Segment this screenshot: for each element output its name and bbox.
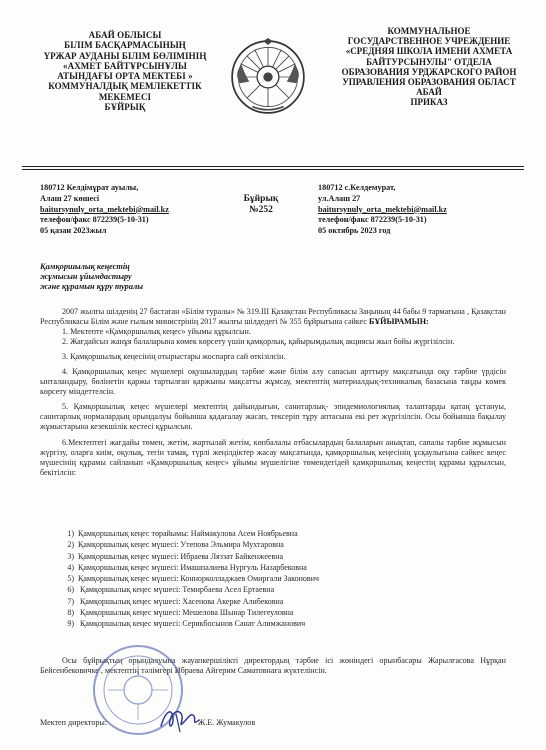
council-members-list	[58, 528, 319, 630]
signature-role: Мектеп директоры:	[40, 718, 108, 727]
member-text: Қамқоршылық кеңес мүшесі: Мешелова Шынар Тилегеуловна	[78, 608, 294, 618]
body-item: 6.Мектептегі жағдайы төмен, жетім, жартылай жетім, көпбалалы отбасылардың балаларын анықтап, сапалы тәрбие жұмысын жүргізу, оларға киім, оқулық, тегін тамақ, түрлі жеңілдіктер жасау мақсатында, қамқоршылық кеңесінің ұсқаулығына сәйкес кеңес мүшесінің құрамы сайланып «Қамқоршылық кеңес» ұйымы мүшелігіне төмендегідей қамқоршылық кеңестің құрамы құрылсын, бекітілсін:	[40, 437, 506, 477]
body-command: БҰЙЫРАМЫН:	[368, 317, 429, 327]
address-right-line2: ул.Алаш 27	[318, 193, 361, 203]
member-number: 5)	[67, 574, 74, 584]
body-item: 1. Мектепте «Қамқоршылық кеңес» уйымы құрылсын.	[62, 327, 251, 337]
header-left-line: «АХМЕТ БАЙТҰРСЫНҰЛЫ	[63, 60, 187, 71]
address-right-line1: 180712 с.Келдемурат,	[318, 183, 396, 192]
member-text: Қамқоршылық кеңес төрайымы: Наймакулова Асем Ноябрьевна	[78, 529, 298, 538]
member-text: Қамқоршылық кеңес мүшесі: Коннорколладжаев Омирғали Законович	[78, 574, 319, 584]
state-emblem-icon	[229, 38, 307, 116]
member-number: 8)	[67, 608, 74, 618]
member-row	[58, 539, 319, 550]
address-right	[318, 183, 447, 237]
order-number-block	[222, 194, 300, 216]
body-item: 5. Қамқоршылық кеңес мүшелері мектептің дайындығын, санитарлық- эпидемиологиялық талаптарды қатаң ұстануы, санитарлық нормалардың орындалуы бойынша қадағалау жасап, тексеріп тұру аптасына екі рет жүргізілсін. Осы бойынша бақылау жұмыстарына кезекшілік кестесі құрылсын.	[40, 402, 506, 432]
handwritten-signature-icon	[158, 704, 202, 734]
header-left-line: КОММУНАЛДЫҚ МЕМЛЕКЕТТІК	[48, 81, 202, 92]
member-row	[58, 573, 319, 584]
header-right-line: ОБРАЗОВАНИЯ УРДЖАРСКОГО РАЙОН	[341, 66, 517, 77]
member-row	[58, 584, 319, 595]
header-right-title: ПРИКАЗ	[410, 97, 448, 108]
body-item: 2. Жағдайсыз жанұя балаларына көмек көрсету үшін қамқорлық, қайырымдылық акциясы жыл бойы жүргізілсін.	[62, 337, 455, 347]
member-row	[58, 528, 319, 539]
address-left-line2: Алаш 27 көшесі	[40, 193, 100, 203]
subject-line: Қамқоршылық кеңестің	[40, 262, 130, 271]
closing-text: Осы бұйрықтың орындалуына жауапкершілікті директордың тәрбие ісі жөніндегі орынбасары Жарылғасова Нұрқан Бейсенбековичке , мектептің тәлімгері Ибраева Айгерим Саматовнаға жүктелінсін.	[40, 656, 506, 676]
member-number: 3)	[67, 551, 74, 561]
member-text: Қамқоршылық кеңес мүшесі: Серикбосынов Санат Алимжанович	[78, 619, 306, 629]
order-label: Бұйрық	[243, 194, 279, 204]
header-left-line: ҮРЖАР АУДАНЫ БІЛІМ БӨЛІМІНІҢ	[43, 50, 207, 61]
address-left-date: 05 қазан 2023жыл	[40, 226, 107, 236]
header-right-line: АБАЙ	[416, 87, 442, 98]
address-right-email[interactable]: baitursynuly_orta_mektebi@mail.kz	[318, 204, 447, 214]
member-number: 2)	[67, 540, 74, 550]
member-text: Қамқоршылық кеңес мүшесі: Хасенова Акерке Алибековна	[78, 596, 284, 606]
header-left-line: АТЫНДАҒЫ ОРТА МЕКТЕБІ »	[57, 71, 193, 82]
member-number: 9)	[67, 619, 74, 629]
order-subject	[40, 262, 143, 293]
subject-line: жұмысын ұйымдастыру	[40, 272, 132, 282]
member-number: 7)	[67, 596, 74, 606]
subject-line: және құрамын құру туралы	[40, 282, 143, 292]
body-intro-text: 2007 жылғы шілденің 27 бастаған «Білім туралы» № 319.III Қазақстан Республикасы Заңының 44 бабы 9 тармағына , Қазақстан Республикасы Білім және ғылым министрінің 2017 жылғы шілдедегі № 355 бұйрығына сәйкес	[40, 307, 506, 327]
address-left-phone: телефон/факс 872239(5-10-31)	[40, 215, 149, 225]
member-row	[58, 562, 319, 573]
header-left-line: АБАЙ ОБЛЫСЫ	[88, 30, 162, 40]
body-intro	[40, 307, 506, 327]
header-right-line: ГОСУДАРСТВЕННОЕ УЧРЕЖДЕНИЕ	[347, 36, 511, 47]
order-number: №252	[249, 205, 273, 215]
header-left-title: БҰЙРЫҚ	[104, 102, 146, 113]
member-text: Қамқоршылық кеңес мүшесі: Темирбаева Асел Ертаевна	[78, 585, 275, 595]
member-row	[58, 596, 319, 607]
header-divider-top	[22, 166, 524, 167]
member-row	[58, 551, 319, 562]
header-left-line: МЕКЕМЕСІ	[98, 91, 152, 102]
body-item: 3. Қамқоршылық кеңесінің отырыстары жоспарға сай өткізілсін.	[62, 352, 286, 362]
header-divider-bottom	[22, 169, 524, 170]
header-right-russian	[318, 26, 540, 108]
member-number: 4)	[67, 562, 74, 572]
header-right-line: КОММУНАЛЬНОЕ	[387, 26, 471, 36]
address-left-email[interactable]: baitursynuly_orta_mektebi@mail.kz	[40, 204, 169, 214]
signature-name: Ж.Е. Жумакулов	[198, 718, 256, 727]
member-text: Қамқоршылық кеңес мүшесі: Ибраева Ляззат Байкенжеевна	[78, 551, 284, 561]
body-item: 4. Қамқоршылық кеңес мүшелері оқушылардың тәрбие және білім алу сапасын арттыру мақсатында оқу тәрбие үрдісін ынталандыру, бөлінетін қаржы тартылған қаржыны мақсатты жұмсау, мектептің материалдық-техникалық базасына таңды көмек көрсету міндеттелсін.	[40, 367, 506, 397]
member-row	[58, 618, 319, 629]
header-right-line: БАЙТУРСЫНУЛЫ" ОТДЕЛА	[366, 56, 492, 67]
order-body	[40, 307, 506, 478]
member-number: 1)	[67, 529, 74, 538]
member-number: 6)	[67, 585, 74, 595]
header-right-line: УПРАВЛЕНИЯ ОБРАЗОВАНИЯ ОБЛАСТ	[342, 77, 516, 88]
address-right-phone: телефон/факс 872239(5-10-31)	[318, 215, 427, 225]
address-left-line1: 180712 Келдімұрат ауылы,	[40, 183, 139, 192]
header-left-kazakh	[30, 30, 220, 112]
header-right-line: «СРЕДНЯЯ ШКОЛА ИМЕНИ АХМЕТА	[345, 46, 513, 57]
member-row	[58, 607, 319, 618]
address-left	[40, 183, 169, 237]
address-right-date: 05 октябрь 2023 год	[318, 226, 391, 236]
header-left-line: БІЛІМ БАСҚАРМАСЫНЫҢ	[64, 40, 186, 51]
member-text: Қамқоршылық кеңес мүшесі: Утепова Эльмира Мухтаровна	[78, 540, 284, 550]
member-text: Қамқоршылық кеңес мүшесі: Имашпалиева Нургуль Назарбековна	[78, 562, 307, 572]
